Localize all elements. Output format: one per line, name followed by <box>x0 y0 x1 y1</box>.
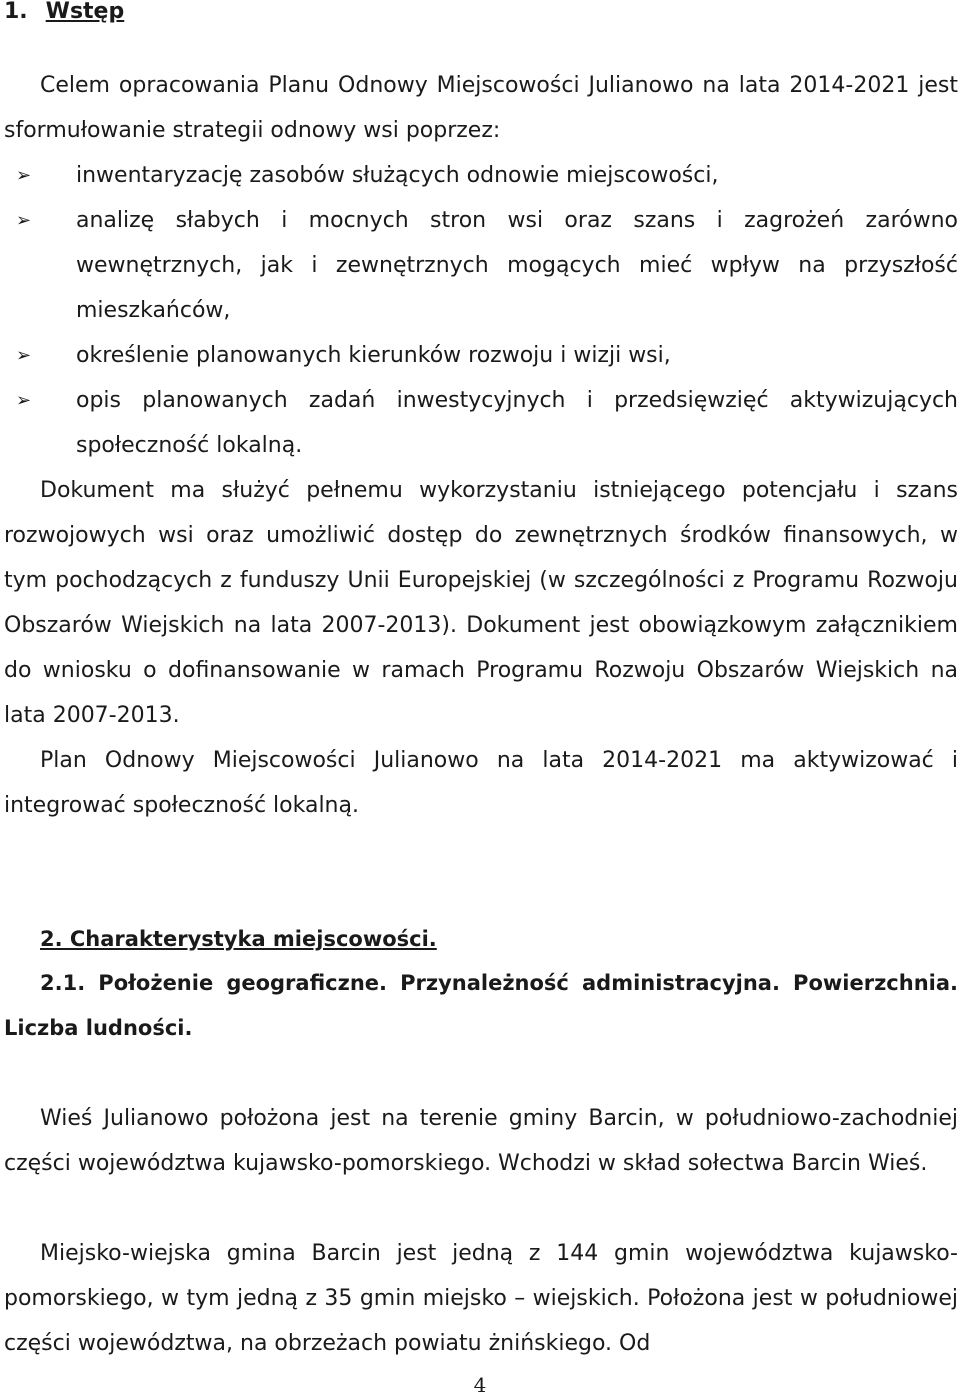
list-item: ➢ analizę słabych i mocnych stron wsi oraz szans i zagrożeń zarówno wewnętrznych, jak i zewnętrznych mogących mieć wpływ na przyszłość mieszkańców, <box>4 198 958 333</box>
page-number: 4 <box>473 1373 487 1397</box>
list-item: ➢ określenie planowanych kierunków rozwoju i wizji wsi, <box>4 333 958 378</box>
arrowhead-bullet-icon: ➢ <box>16 345 32 366</box>
list-item: ➢ opis planowanych zadań inwestycyjnych i przedsięwzięć aktywizujących społeczność lokalną. <box>4 378 958 468</box>
section-title: Wstęp <box>45 0 125 24</box>
arrowhead-bullet-icon: ➢ <box>16 210 32 231</box>
arrowhead-bullet-icon: ➢ <box>16 165 32 186</box>
section-heading-2: 2. Charakterystyka miejscowości. <box>40 927 437 951</box>
paragraph: Plan Odnowy Miejscowości Julianowo na lata 2014-2021 ma aktywizować i integrować społeczność lokalną. <box>4 748 958 818</box>
section-heading-1 <box>4 0 124 32</box>
paragraph: Miejsko-wiejska gmina Barcin jest jedną z 144 gmin województwa kujawsko-pomorskiego, w tym jedną z 35 gmin miejsko – wiejskich. Położona jest w południowej części województwa, na obrzeżach powiatu żnińskiego. Od <box>4 1241 958 1356</box>
paragraph: Dokument ma służyć pełnemu wykorzystaniu istniejącego potencjału i szans rozwojowych wsi oraz umożliwić dostęp do zewnętrznych środków finansowych, w tym pochodzących z funduszy Unii Europejskiej (w szczególności z Programu Rozwoju Obszarów Wiejskich na lata 2007-2013). Dokument jest obowiązkowym załącznikiem do wniosku o dofinansowanie w ramach Programu Rozwoju Obszarów Wiejskich na lata 2007-2013. <box>4 478 958 728</box>
arrowhead-bullet-icon: ➢ <box>16 390 32 411</box>
intro-paragraph: Celem opracowania Planu Odnowy Miejscowości Julianowo na lata 2014-2021 jest sformułowanie strategii odnowy wsi poprzez: <box>4 73 958 143</box>
list-item: ➢ inwentaryzację zasobów służących odnowie miejscowości, <box>4 153 958 198</box>
subsection-heading-2-1: 2.1. Położenie geograficzne. Przynależność administracyjna. Powierzchnia. Liczba ludności. <box>4 971 958 1040</box>
section-number: 1. <box>4 0 28 24</box>
paragraph: Wieś Julianowo położona jest na terenie gminy Barcin, w południowo-zachodniej części województwa kujawsko-pomorskiego. Wchodzi w skład sołectwa Barcin Wieś. <box>4 1106 958 1176</box>
